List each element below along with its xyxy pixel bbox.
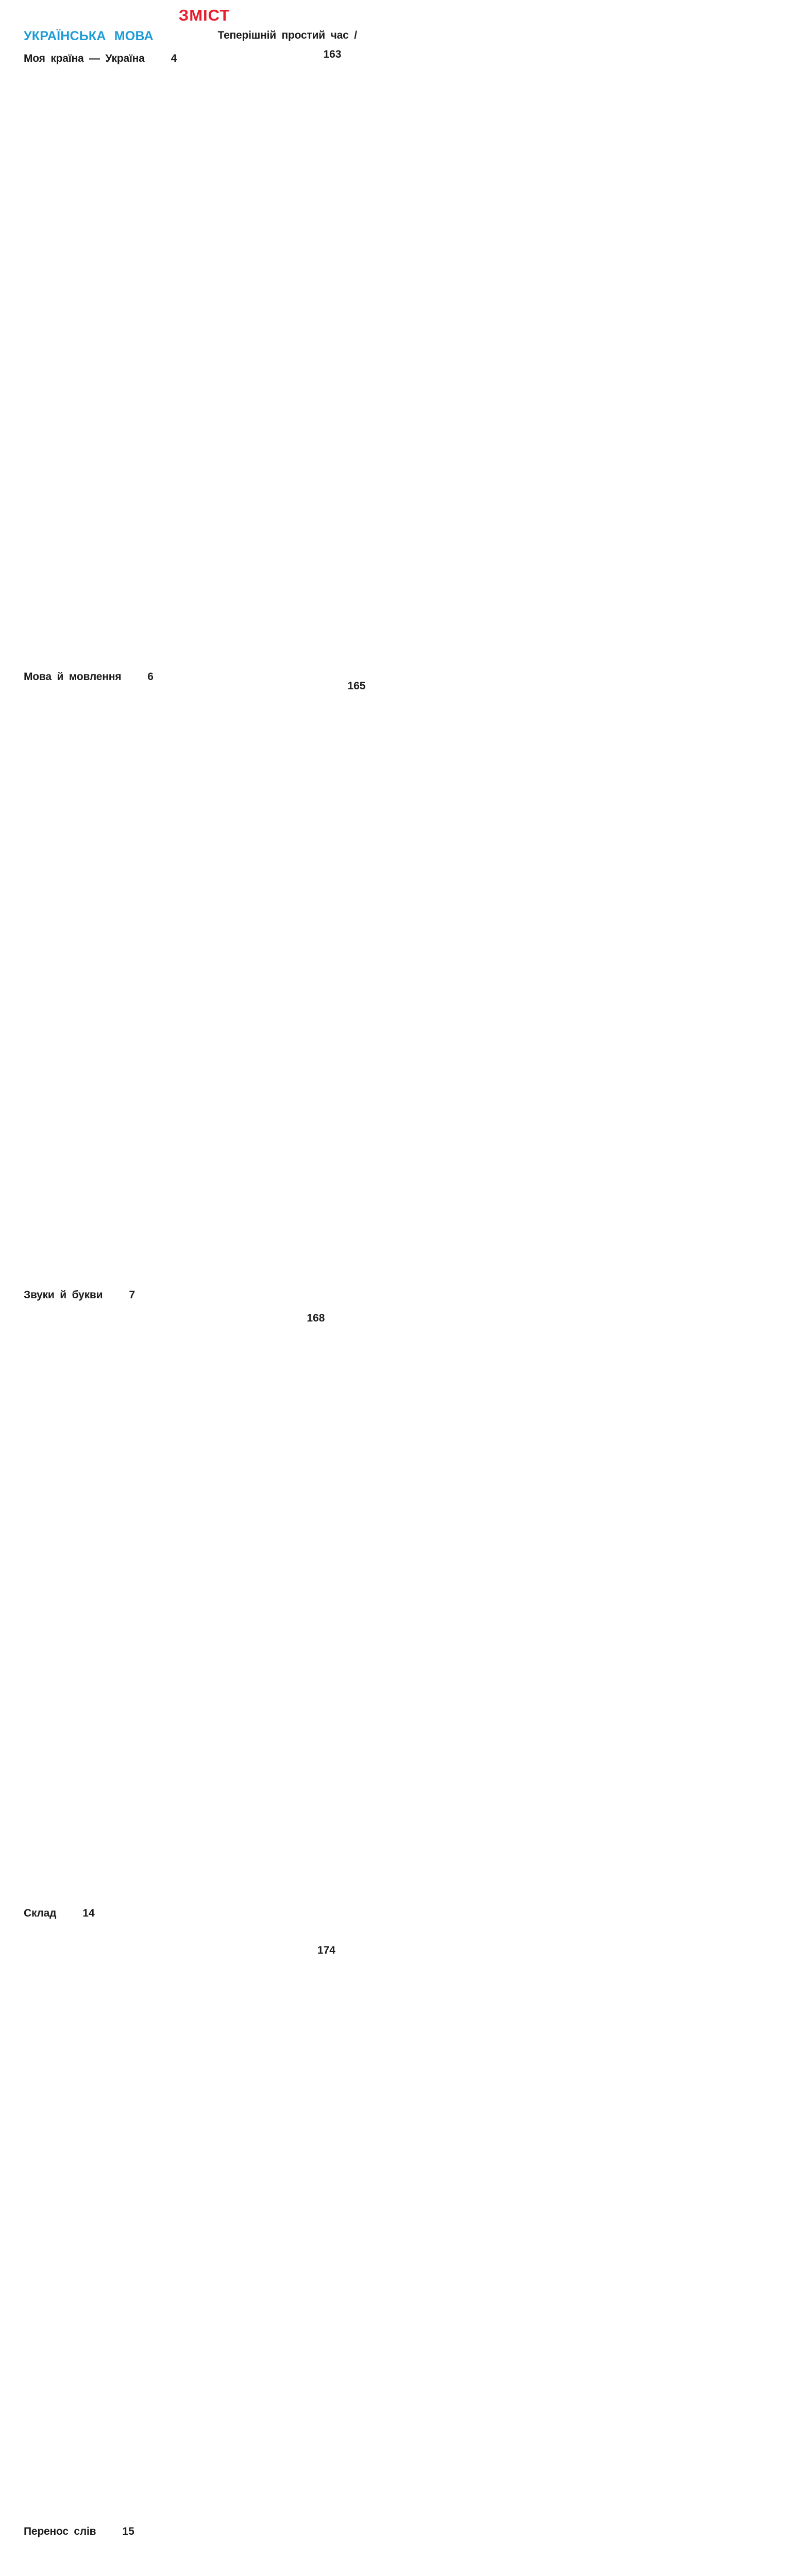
page-number: 4 bbox=[147, 47, 558, 665]
toc-entry bbox=[218, 29, 401, 43]
page-number: 14 bbox=[59, 1902, 469, 2520]
toc-entry bbox=[24, 1283, 207, 1902]
toc-columns bbox=[24, 29, 400, 2576]
toc-page bbox=[0, 0, 411, 618]
page-number: 168 bbox=[283, 1307, 694, 1925]
page-number: 165 bbox=[324, 674, 734, 1293]
page-number: 6 bbox=[124, 665, 534, 1283]
toc-entry bbox=[24, 47, 207, 665]
toc-entry bbox=[24, 1902, 207, 2520]
toc-entry bbox=[24, 665, 207, 1283]
entry-label: Звуки й букви bbox=[24, 1289, 103, 1302]
entry-label: Теперішній простий час / bbox=[218, 29, 357, 43]
page-number bbox=[285, 2571, 696, 2576]
entry-label: Перенос слів bbox=[24, 2525, 96, 2539]
entry-label: Склад bbox=[24, 1907, 56, 1921]
page-number: 174 bbox=[294, 1939, 704, 2557]
toc-column-left bbox=[24, 29, 207, 2576]
page-title: ЗМІСТ bbox=[24, 6, 385, 25]
entry-label: Мова й мовлення bbox=[24, 670, 121, 684]
entry-label: Моя країна — Україна bbox=[24, 52, 145, 66]
toc-entry bbox=[24, 2520, 207, 2576]
page-number: 163 bbox=[299, 43, 710, 661]
page-number: 7 bbox=[105, 1283, 516, 1902]
page-number: 15 bbox=[98, 2520, 509, 2576]
section-header: УКРАЇНСЬКА МОВА bbox=[24, 29, 207, 43]
